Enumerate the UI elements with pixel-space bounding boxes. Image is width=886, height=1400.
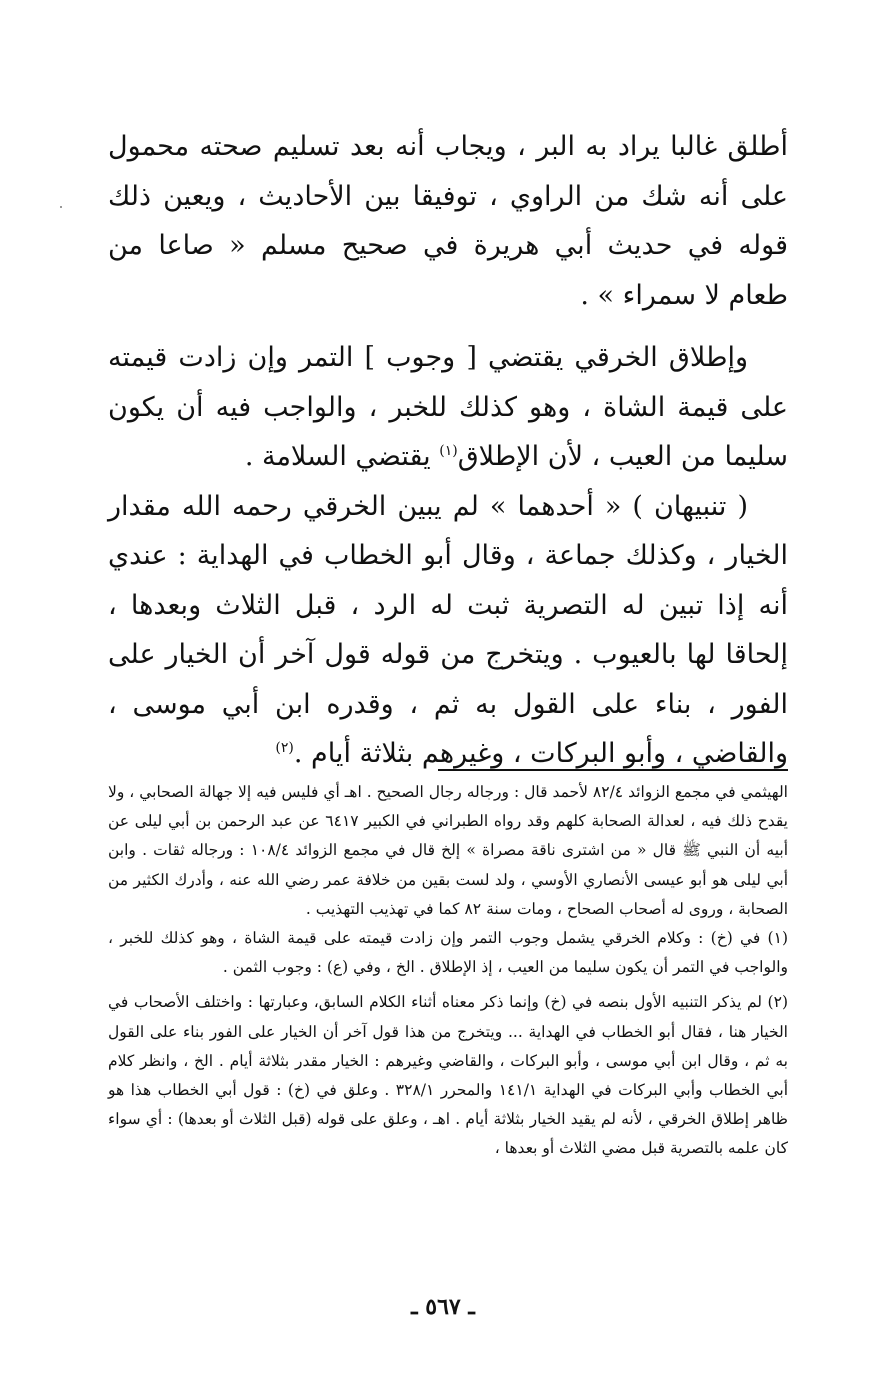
scan-speck: [60, 206, 62, 208]
paragraph-2-end: يقتضي السلامة .: [244, 441, 440, 472]
paragraph-3: [108, 482, 788, 779]
paragraph-2: [108, 333, 788, 482]
footnote-ref-2: (٢): [275, 740, 294, 756]
main-text: [108, 122, 788, 779]
paragraph-3-text: ( تنبيهان ) « أحدهما » لم يبين الخرقي رحمه الله مقدار الخيار ، وكذلك جماعة ، وقال أبو الخطاب في الهداية : عندي أنه إذا تبين له التصرية ثبت له الرد ، قبل الثلاث وبعدها ، إلحاقا لها بالعيوب . ويتخرج من قوله قول آخر أن الخيار على الفور ، بناء على القول به ثم ، وقدره ابن أبي موسى ، والقاضي ، وأبو البركات ، وغيرهم بثلاثة أيام .: [108, 490, 788, 769]
footnote-separator: [438, 769, 788, 771]
footnote-continuation: الهيثمي في مجمع الزوائد ٨٢/٤ لأحمد قال : ورجاله رجال الصحيح . اهـ أي فليس فيه إلا جهالة الصحابي ، ولا يقدح ذلك فيه ، لعدالة الصحابة كلهم وقد رواه الطبراني في الكبير ٦٤١٧ عن عبد الرحمن بن أبي ليلى عن أبيه أن النبي ﷺ قال « من اشترى ناقة مصراة » إلخ قال في مجمع الزوائد ١٠٨/٤ : ورجاله ثقات . وابن أبي ليلى هو أبو عيسى الأنصاري الأوسي ، ولد لست بقين من خلافة عمر رضي الله عنه ، وأدرك الكثير من الصحابة ، وروى له أصحاب الصحاح ، ومات سنة ٨٢ كما في تهذيب التهذيب .: [108, 783, 789, 918]
footnote-2: (٢) لم يذكر التنبيه الأول بنصه في (خ) وإنما ذكر معناه أثناء الكلام السابق، وعبارتها : واختلف الأصحاب في الخيار هنا ، فقال أبو الخطاب في الهداية ... ويتخرج من هذا قول آخر أن الخيار على الفور بناء على القول به ثم ، وقال ابن أبي موسى ، وأبو البركات ، والقاضي وغيرهم : الخيار مقدر بثلاثة أيام . الخ ، وانظر كلام أبي الخطاب وأبي البركات في الهداية ١٤١/١ والمحرر ٣٢٨/١ . وعلق في (خ) : قول أبي الخطاب هذا هو ظاهر إطلاق الخرقي ، لأنه لم يقيد الخيار بثلاثة أيام . اهـ ، وعلق على قوله (قبل الثلاث أو بعدها) : أي سواء كان علمه بالتصرية قبل مضي الثلاث أو بعدها ،: [108, 993, 789, 1158]
paragraph-1: أطلق غالبا يراد به البر ، ويجاب أنه بعد تسليم صحته محمول على أنه شك من الراوي ، توفيقا بين الأحاديث ، ويعين ذلك قوله في حديث أبي هريرة في صحيح مسلم « صاعا من طعام لا سمراء » .: [108, 131, 788, 311]
footnote-ref-1: (١): [439, 443, 458, 459]
page-number: ـ ٥٦٧ ـ: [411, 1294, 475, 1320]
footnote-1: (١) في (خ) : وكلام الخرقي يشمل وجوب التمر وإن زادت قيمته على قيمة الشاة ، وهو كذلك للخبر ، والواجب في التمر أن يكون سليما من العيب ، إذ الإطلاق . الخ ، وفي (ع) : وجوب الثمن .: [108, 929, 788, 977]
footnotes: [108, 778, 788, 1164]
paragraph-2-text: وإطلاق الخرقي يقتضي [ وجوب ] التمر وإن زادت قيمته على قيمة الشاة ، وهو كذلك للخبر ، والواجب فيه أن يكون سليما من العيب ، لأن الإطلاق: [108, 342, 788, 472]
